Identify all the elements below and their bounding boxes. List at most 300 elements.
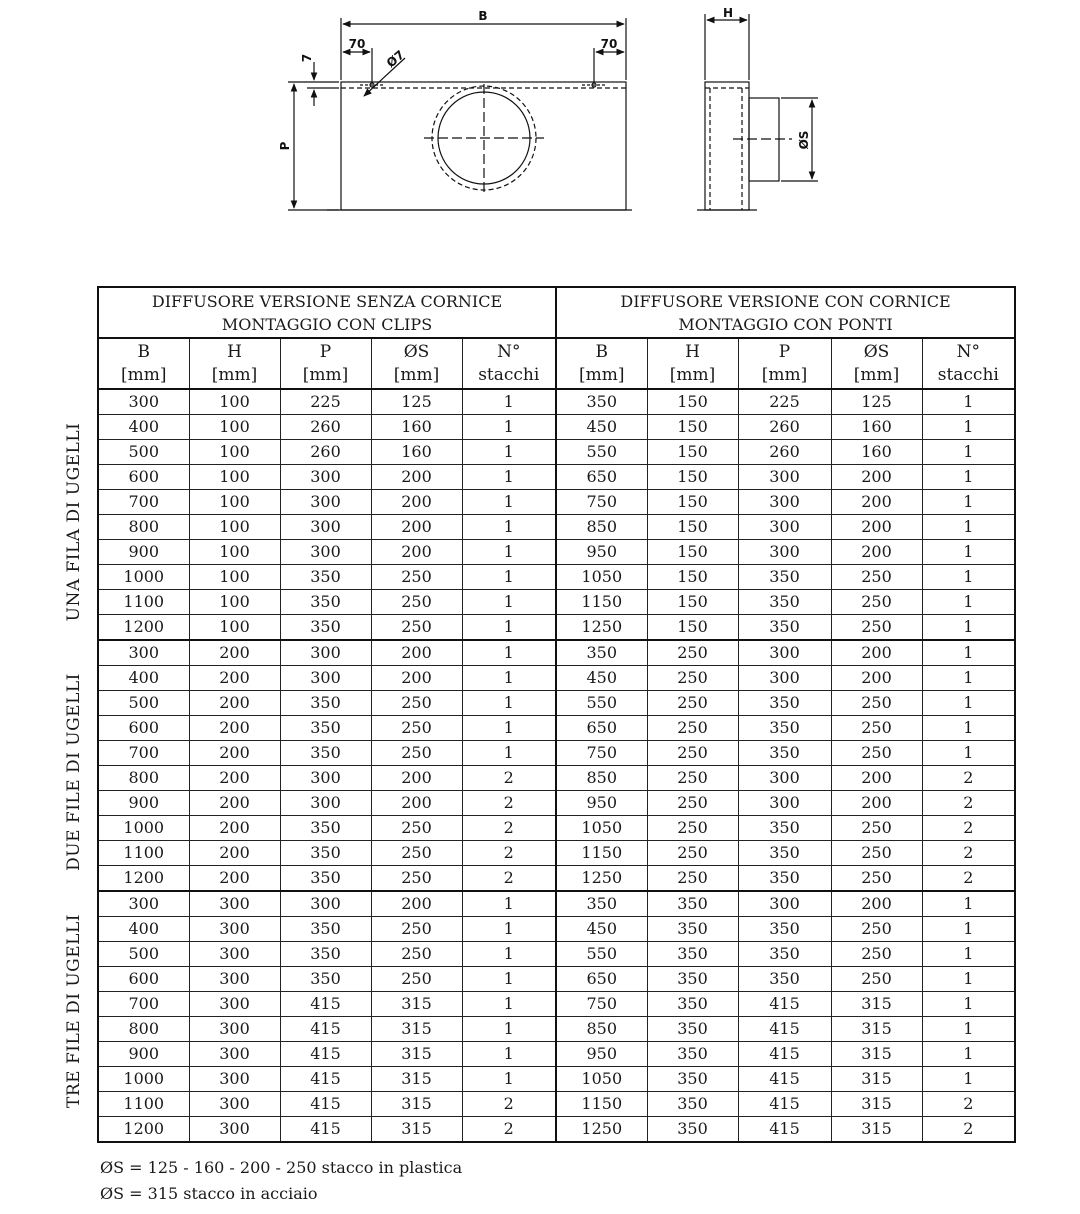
table-cell: 1100 [98,841,189,866]
table-cell: 150 [647,440,738,465]
table-cell: 1050 [556,1067,647,1092]
table-row [98,1042,1015,1067]
column-header-right-3 [831,338,922,389]
table-cell: 350 [647,891,738,917]
table-cell: 250 [647,691,738,716]
table-cell: 1 [922,942,1015,967]
table-cell: 200 [831,640,922,666]
table-cell: 250 [647,666,738,691]
table-cell: 200 [189,841,280,866]
table-cell: 2 [462,866,556,892]
note-steel: ØS = 315 stacco in acciaio [100,1184,318,1203]
table-cell: 1 [462,515,556,540]
column-name: B [595,341,609,362]
table-row [98,540,1015,565]
column-header-left-3 [371,338,462,389]
table-cell: 1 [462,440,556,465]
table-cell: 2 [462,1092,556,1117]
column-unit: [mm] [761,364,808,385]
table-cell: 315 [371,1017,462,1042]
table-cell: 315 [371,1117,462,1143]
table-cell: 600 [98,465,189,490]
table-cell: 500 [98,440,189,465]
group-header-senza-cornice [98,287,556,338]
table-row [98,1067,1015,1092]
column-name: B [137,341,150,362]
table-cell: 1 [462,716,556,741]
table-cell: 315 [371,1042,462,1067]
table-cell: 350 [738,590,831,615]
dim-label-7: 7 [300,53,314,63]
column-name: H [227,341,242,362]
table-cell: 250 [371,615,462,641]
table-cell: 300 [280,515,371,540]
table-cell: 1 [922,540,1015,565]
table-cell: 550 [556,691,647,716]
column-header-right-0 [556,338,647,389]
group-title-line2: MONTAGGIO CON CLIPS [221,314,433,334]
table-cell: 200 [189,640,280,666]
table-cell: 1 [462,465,556,490]
table-cell: 300 [738,766,831,791]
table-cell: 1 [462,415,556,440]
table-cell: 415 [280,1067,371,1092]
table-cell: 260 [280,415,371,440]
table-cell: 900 [98,791,189,816]
table-cell: 550 [556,440,647,465]
table-row [98,791,1015,816]
table-cell: 250 [371,917,462,942]
table-cell: 1 [462,666,556,691]
table-row [98,691,1015,716]
dim-label-p: P [278,141,292,151]
technical-drawing [0,0,1080,240]
table-cell: 160 [371,440,462,465]
table-cell: 350 [647,1092,738,1117]
table-cell: 350 [738,942,831,967]
table-cell: 1 [462,1067,556,1092]
table-cell: 100 [189,590,280,615]
group-title-line1: DIFFUSORE VERSIONE CON CORNICE [620,291,951,311]
table-row [98,716,1015,741]
table-cell: 300 [98,640,189,666]
table-cell: 1 [922,565,1015,590]
table-cell: 1 [462,967,556,992]
table-cell: 2 [922,766,1015,791]
column-header-right-1 [647,338,738,389]
table-cell: 100 [189,440,280,465]
column-header-right-4 [922,338,1015,389]
table-cell: 1 [922,590,1015,615]
table-cell: 350 [280,741,371,766]
table-cell: 1 [462,1017,556,1042]
table-cell: 415 [738,1067,831,1092]
table-cell: 1 [462,540,556,565]
table-cell: 1 [922,515,1015,540]
table-cell: 650 [556,465,647,490]
table-cell: 1150 [556,1092,647,1117]
table-cell: 1 [922,615,1015,641]
section-label-una-fila: UNA FILA DI UGELLI [64,422,84,622]
table-cell: 1200 [98,1117,189,1143]
table-row [98,866,1015,892]
table-cell: 650 [556,967,647,992]
table-cell: 1200 [98,866,189,892]
table-cell: 250 [831,967,922,992]
table-cell: 2 [462,766,556,791]
table-cell: 300 [98,389,189,415]
table-cell: 1 [462,389,556,415]
table-cell: 1 [462,691,556,716]
table-cell: 150 [647,490,738,515]
table-cell: 300 [189,1067,280,1092]
table-cell: 250 [647,841,738,866]
table-cell: 315 [371,992,462,1017]
table-row [98,465,1015,490]
table-cell: 1 [462,891,556,917]
table-cell: 250 [831,917,922,942]
table-cell: 350 [738,716,831,741]
table-cell: 350 [647,1067,738,1092]
table-cell: 250 [831,716,922,741]
table-cell: 500 [98,942,189,967]
column-name: ØS [863,341,890,362]
table-row [98,389,1015,415]
table-cell: 700 [98,992,189,1017]
column-header-right-2 [738,338,831,389]
table-cell: 300 [189,1117,280,1143]
table-cell: 1 [922,741,1015,766]
column-unit: [mm] [211,364,258,385]
dim-label-70-left: 70 [348,37,366,51]
table-cell: 850 [556,1017,647,1042]
table-cell: 1 [462,565,556,590]
table-cell: 700 [98,490,189,515]
table-cell: 600 [98,967,189,992]
table-cell: 200 [831,791,922,816]
table-cell: 300 [738,490,831,515]
table-cell: 300 [189,917,280,942]
table-cell: 415 [738,1092,831,1117]
table-cell: 160 [831,440,922,465]
table-cell: 150 [647,615,738,641]
table-cell: 300 [189,1042,280,1067]
dim-label-h: H [722,6,734,20]
table-cell: 500 [98,691,189,716]
table-row [98,942,1015,967]
table-cell: 160 [831,415,922,440]
table-cell: 300 [189,942,280,967]
table-cell: 400 [98,666,189,691]
table-cell: 750 [556,992,647,1017]
table-cell: 1 [922,691,1015,716]
table-cell: 300 [280,640,371,666]
table-cell: 315 [831,1042,922,1067]
table-cell: 350 [647,942,738,967]
table-cell: 900 [98,540,189,565]
table-cell: 250 [371,841,462,866]
table-cell: 250 [647,640,738,666]
table-cell: 300 [738,791,831,816]
table-cell: 300 [738,891,831,917]
table-cell: 250 [831,942,922,967]
table-cell: 200 [831,666,922,691]
table-cell: 1 [922,490,1015,515]
table-cell: 1 [922,716,1015,741]
table-cell: 250 [647,791,738,816]
table-cell: 1 [922,640,1015,666]
table-cell: 315 [831,1092,922,1117]
table-cell: 650 [556,716,647,741]
table-cell: 2 [922,1092,1015,1117]
table-row [98,415,1015,440]
table-cell: 200 [371,540,462,565]
table-cell: 415 [280,1042,371,1067]
table-cell: 1 [922,1017,1015,1042]
table-cell: 350 [280,942,371,967]
table-cell: 415 [280,1017,371,1042]
column-header-left-2 [280,338,371,389]
table-cell: 300 [189,1092,280,1117]
table-cell: 100 [189,415,280,440]
table-cell: 150 [647,515,738,540]
table-cell: 1100 [98,590,189,615]
table-cell: 1150 [556,590,647,615]
table-cell: 315 [371,1067,462,1092]
table-cell: 250 [647,741,738,766]
table-cell: 400 [98,415,189,440]
table-cell: 125 [831,389,922,415]
table-cell: 415 [280,1117,371,1143]
column-name: N° [956,341,980,362]
table-cell: 2 [922,1117,1015,1143]
table-cell: 125 [371,389,462,415]
table-cell: 315 [831,1117,922,1143]
table-cell: 1050 [556,565,647,590]
note-plastic: ØS = 125 - 160 - 200 - 250 stacco in plastica [100,1158,463,1177]
table-cell: 1 [922,967,1015,992]
table-cell: 200 [189,666,280,691]
table-cell: 250 [647,816,738,841]
table-cell: 200 [371,515,462,540]
table-row [98,967,1015,992]
table-cell: 100 [189,615,280,641]
table-cell: 450 [556,415,647,440]
table-cell: 200 [371,666,462,691]
table-cell: 950 [556,791,647,816]
table-cell: 2 [462,816,556,841]
table-cell: 1 [922,1042,1015,1067]
table-cell: 415 [738,1017,831,1042]
table-cell: 900 [98,1042,189,1067]
table-cell: 2 [922,841,1015,866]
table-row [98,917,1015,942]
table-cell: 1 [922,666,1015,691]
table-cell: 300 [738,540,831,565]
table-cell: 250 [371,590,462,615]
table-cell: 200 [371,766,462,791]
table-cell: 300 [738,640,831,666]
table-cell: 225 [280,389,371,415]
column-header-left-1 [189,338,280,389]
table-cell: 350 [738,917,831,942]
table-cell: 200 [831,766,922,791]
table-cell: 300 [189,891,280,917]
table-cell: 200 [189,766,280,791]
table-cell: 250 [831,866,922,892]
column-name: P [778,341,791,362]
table-cell: 150 [647,389,738,415]
column-name: N° [497,341,521,362]
table-cell: 250 [647,866,738,892]
column-name: H [685,341,700,362]
table-cell: 300 [189,992,280,1017]
table-cell: 2 [462,791,556,816]
table-cell: 1200 [98,615,189,641]
table-cell: 200 [371,640,462,666]
table-cell: 350 [738,565,831,590]
table-cell: 1 [922,465,1015,490]
table-cell: 250 [831,741,922,766]
table-cell: 450 [556,917,647,942]
table-cell: 350 [280,691,371,716]
table-cell: 350 [280,841,371,866]
table-cell: 350 [647,1042,738,1067]
table-cell: 200 [189,866,280,892]
table-cell: 200 [831,515,922,540]
table-cell: 250 [371,866,462,892]
table-cell: 150 [647,540,738,565]
table-cell: 1 [922,917,1015,942]
table-cell: 350 [647,967,738,992]
table-cell: 350 [280,590,371,615]
table-cell: 350 [738,741,831,766]
table-cell: 700 [98,741,189,766]
table-cell: 1000 [98,565,189,590]
table-row [98,816,1015,841]
section-label-tre-file: TRE FILE DI UGELLI [64,914,84,1108]
table-cell: 350 [738,967,831,992]
table-cell: 850 [556,515,647,540]
table-row [98,565,1015,590]
table-cell: 250 [831,841,922,866]
table-cell: 1 [922,1067,1015,1092]
dim-label-phi7: Ø7 [383,47,408,71]
table-cell: 260 [280,440,371,465]
table-cell: 1 [462,942,556,967]
table-cell: 315 [831,1067,922,1092]
table-cell: 100 [189,490,280,515]
table-cell: 200 [831,490,922,515]
table-cell: 950 [556,1042,647,1067]
table-cell: 1 [462,490,556,515]
column-name: ØS [403,341,430,362]
table-cell: 250 [371,816,462,841]
table-cell: 300 [738,465,831,490]
table-row [98,1017,1015,1042]
table-cell: 350 [280,967,371,992]
table-cell: 1100 [98,1092,189,1117]
table-cell: 100 [189,515,280,540]
column-name: P [319,341,332,362]
table-cell: 1000 [98,1067,189,1092]
table-cell: 1 [462,741,556,766]
table-cell: 250 [371,741,462,766]
table-cell: 200 [189,716,280,741]
table-cell: 150 [647,565,738,590]
column-header-left-0 [98,338,189,389]
table-cell: 300 [280,540,371,565]
table-cell: 1250 [556,1117,647,1143]
dim-label-b: B [478,9,488,23]
table-cell: 100 [189,565,280,590]
column-unit: stacchi [937,364,999,385]
table-cell: 250 [371,691,462,716]
column-unit: [mm] [120,364,167,385]
table-cell: 2 [922,816,1015,841]
table-cell: 850 [556,766,647,791]
column-unit: [mm] [302,364,349,385]
table-row [98,741,1015,766]
table-cell: 200 [189,816,280,841]
table-cell: 1 [462,615,556,641]
table-cell: 100 [189,540,280,565]
table-cell: 450 [556,666,647,691]
table-cell: 250 [831,816,922,841]
table-cell: 300 [98,891,189,917]
dim-label-70-right: 70 [600,37,618,51]
table-cell: 1 [462,590,556,615]
table-cell: 350 [738,841,831,866]
table-cell: 350 [738,615,831,641]
table-cell: 300 [280,791,371,816]
table-cell: 1250 [556,866,647,892]
table-cell: 200 [189,741,280,766]
table-cell: 260 [738,440,831,465]
table-cell: 200 [189,791,280,816]
table-cell: 300 [280,666,371,691]
table-cell: 350 [280,866,371,892]
column-unit: stacchi [478,364,540,385]
table-cell: 260 [738,415,831,440]
table-cell: 1 [922,440,1015,465]
group-title-line1: DIFFUSORE VERSIONE SENZA CORNICE [151,291,503,311]
table-cell: 150 [647,465,738,490]
table-cell: 300 [280,465,371,490]
table-cell: 415 [738,1042,831,1067]
table-cell: 750 [556,741,647,766]
table-cell: 250 [831,615,922,641]
dim-label-phis: ØS [797,130,811,150]
table-cell: 200 [189,691,280,716]
column-header-left-4 [462,338,556,389]
table-row [98,1117,1015,1143]
table-cell: 1050 [556,816,647,841]
table-cell: 150 [647,590,738,615]
table-row [98,590,1015,615]
table-cell: 160 [371,415,462,440]
table-cell: 300 [189,967,280,992]
table-cell: 415 [280,992,371,1017]
table-cell: 1250 [556,615,647,641]
table-cell: 350 [280,615,371,641]
table-cell: 300 [738,666,831,691]
table-cell: 200 [831,540,922,565]
table-cell: 800 [98,766,189,791]
table-cell: 300 [280,490,371,515]
table-cell: 315 [831,992,922,1017]
table-row [98,992,1015,1017]
